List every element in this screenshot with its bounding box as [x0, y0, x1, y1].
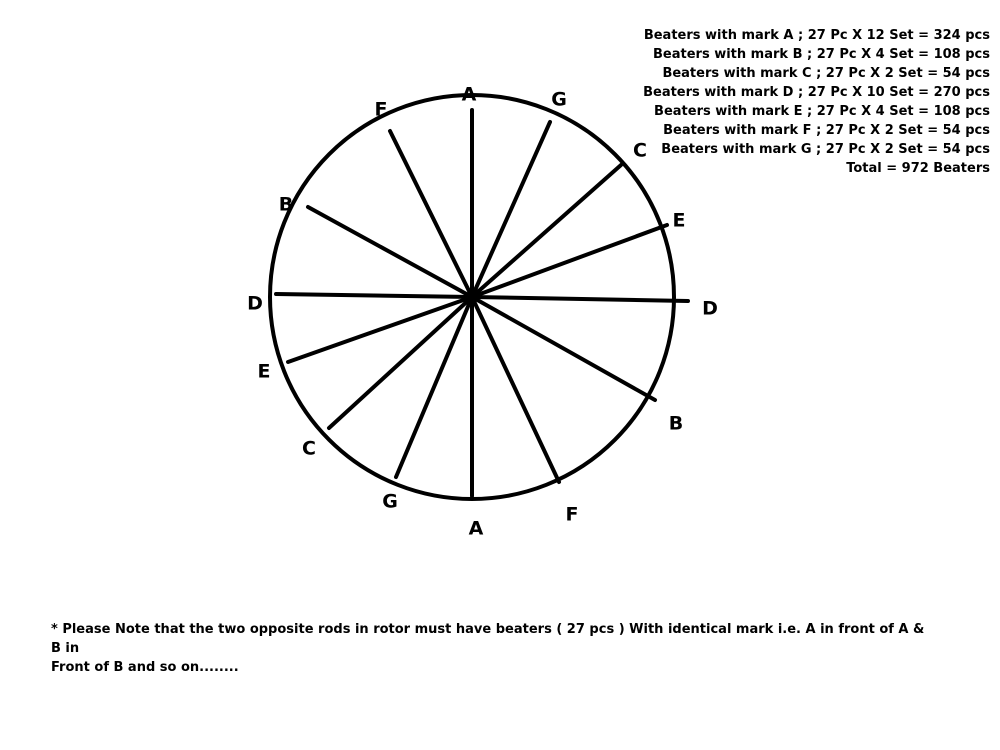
rod-c-end-1 [472, 165, 621, 297]
rod-label-g: G [551, 88, 567, 111]
rod-b-end-2 [308, 207, 472, 297]
rod-label-b: B [278, 193, 294, 216]
rod-label-a: A [461, 83, 477, 106]
rod-label-g: G [382, 490, 398, 513]
rod-f-end-1 [472, 297, 559, 482]
rod-d-end-2 [276, 294, 472, 297]
rod-d-end-1 [472, 297, 688, 301]
rod-label-e: E [257, 360, 271, 383]
legend-row-g: Beaters with mark G ; 27 Pc X 2 Set = 54 pcs [661, 142, 990, 157]
footnote-line-1: * Please Note that the two opposite rods in rotor must have beaters ( 27 pcs ) With identical mark i.e. A in front of A & B in [51, 622, 925, 656]
rod-e-end-2 [288, 297, 472, 362]
rod-label-e: E [672, 209, 686, 232]
rod-g-end-2 [396, 297, 472, 477]
legend-row-a: Beaters with mark A ; 27 Pc X 12 Set = 324 pcs [643, 28, 990, 43]
rod-f-end-2 [390, 131, 472, 297]
rod-label-c: C [633, 139, 647, 162]
rod-label-b: B [668, 412, 684, 435]
rod-label-d: D [702, 297, 718, 320]
rod-label-f: F [374, 98, 388, 121]
rod-label-f: F [565, 503, 579, 526]
beater-legend [640, 26, 990, 178]
rod-label-c: C [302, 437, 316, 460]
legend-row-b: Beaters with mark B ; 27 Pc X 4 Set = 108 pcs [653, 47, 990, 62]
footnote-line-2: Front of B and so on........ [51, 660, 239, 675]
legend-row-e: Beaters with mark E ; 27 Pc X 4 Set = 108 pcs [654, 104, 990, 119]
legend-row-d: Beaters with mark D ; 27 Pc X 10 Set = 270 pcs [643, 85, 990, 100]
rod-label-d: D [247, 292, 263, 315]
legend-total: Total = 972 Beaters [846, 161, 990, 176]
legend-row-c: Beaters with mark C ; 27 Pc X 2 Set = 54 pcs [662, 66, 990, 81]
rod-b-end-1 [472, 297, 655, 400]
legend-row-f: Beaters with mark F ; 27 Pc X 2 Set = 54 pcs [663, 123, 990, 138]
footnote [51, 620, 931, 677]
rod-c-end-2 [329, 297, 472, 428]
rod-label-a: A [468, 517, 484, 540]
